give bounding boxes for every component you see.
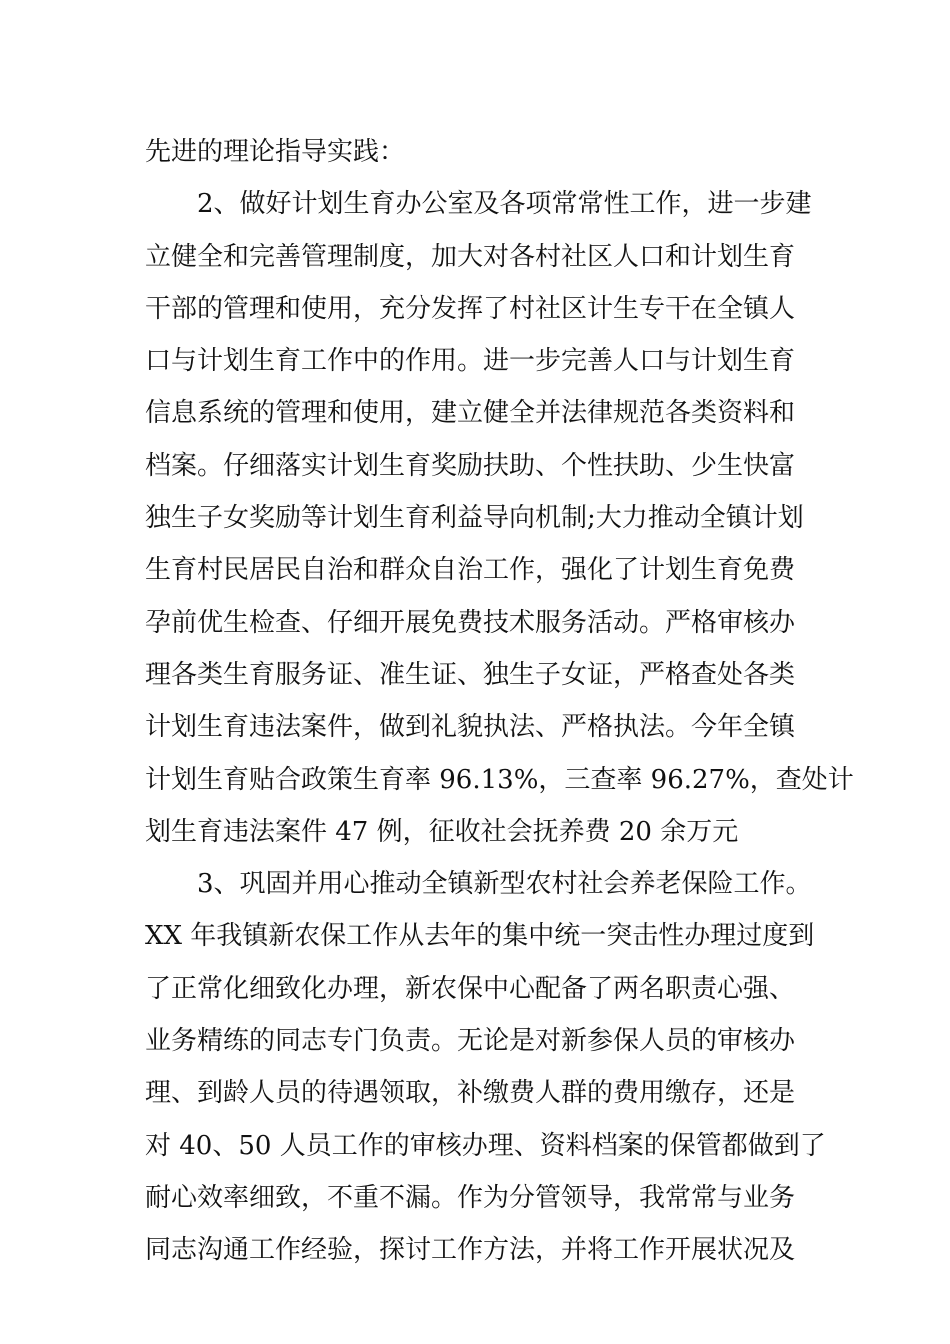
- text-line: 口与计划生育工作中的作用。进一步完善人口与计划生育: [145, 346, 796, 377]
- paragraph-2-start: 2、做好计划生育办公室及各项常常性工作，进一步建: [197, 189, 812, 220]
- text-line: 划生育违法案件 47 例，征收社会抚养费 20 余万元: [145, 816, 739, 847]
- text-line: 生育村民居民自治和群众自治工作，强化了计划生育免费: [145, 555, 796, 586]
- text-line: 信息系统的管理和使用，建立健全并法律规范各类资料和: [145, 398, 796, 429]
- text-line: 对 40、50 人员工作的审核办理、资料档案的保管都做到了: [145, 1130, 826, 1161]
- text-line: 独生子女奖励等计划生育利益导向机制;大力推动全镇计划: [145, 503, 804, 534]
- text-line: 先进的理论指导实践：: [145, 137, 406, 167]
- text-line: XX 年我镇新农保工作从去年的集中统一突击性办理过度到: [145, 921, 815, 952]
- text-line: 业务精练的同志专门负责。无论是对新参保人员的审核办: [145, 1026, 796, 1057]
- text-line: 耐心效率细致，不重不漏。作为分管领导，我常常与业务: [145, 1182, 796, 1213]
- text-line: 档案。仔细落实计划生育奖励扶助、个性扶助、少生快富: [145, 450, 796, 481]
- body-text: [145, 126, 854, 1277]
- paragraph-3-start: 3、巩固并用心推动全镇新型农村社会养老保险工作。: [197, 869, 812, 900]
- text-line: 计划生育违法案件，做到礼貌执法、严格执法。今年全镇: [145, 712, 796, 743]
- text-line: 理各类生育服务证、准生证、独生子女证，严格查处各类: [145, 659, 796, 690]
- text-line: 了正常化细致化办理，新农保中心配备了两名职责心强、: [145, 973, 796, 1004]
- text-line: 同志沟通工作经验，探讨工作方法，并将工作开展状况及: [145, 1235, 796, 1266]
- text-line: 立健全和完善管理制度，加大对各村社区人口和计划生育: [145, 241, 796, 272]
- text-line: 理、到龄人员的待遇领取，补缴费人群的费用缴存，还是: [145, 1078, 796, 1109]
- text-line: 孕前优生检查、仔细开展免费技术服务活动。严格审核办: [145, 607, 796, 638]
- text-line: 干部的管理和使用，充分发挥了村社区计生专干在全镇人: [145, 293, 796, 324]
- text-line: 计划生育贴合政策生育率 96.13%，三查率 96.27%，查处计: [145, 764, 854, 795]
